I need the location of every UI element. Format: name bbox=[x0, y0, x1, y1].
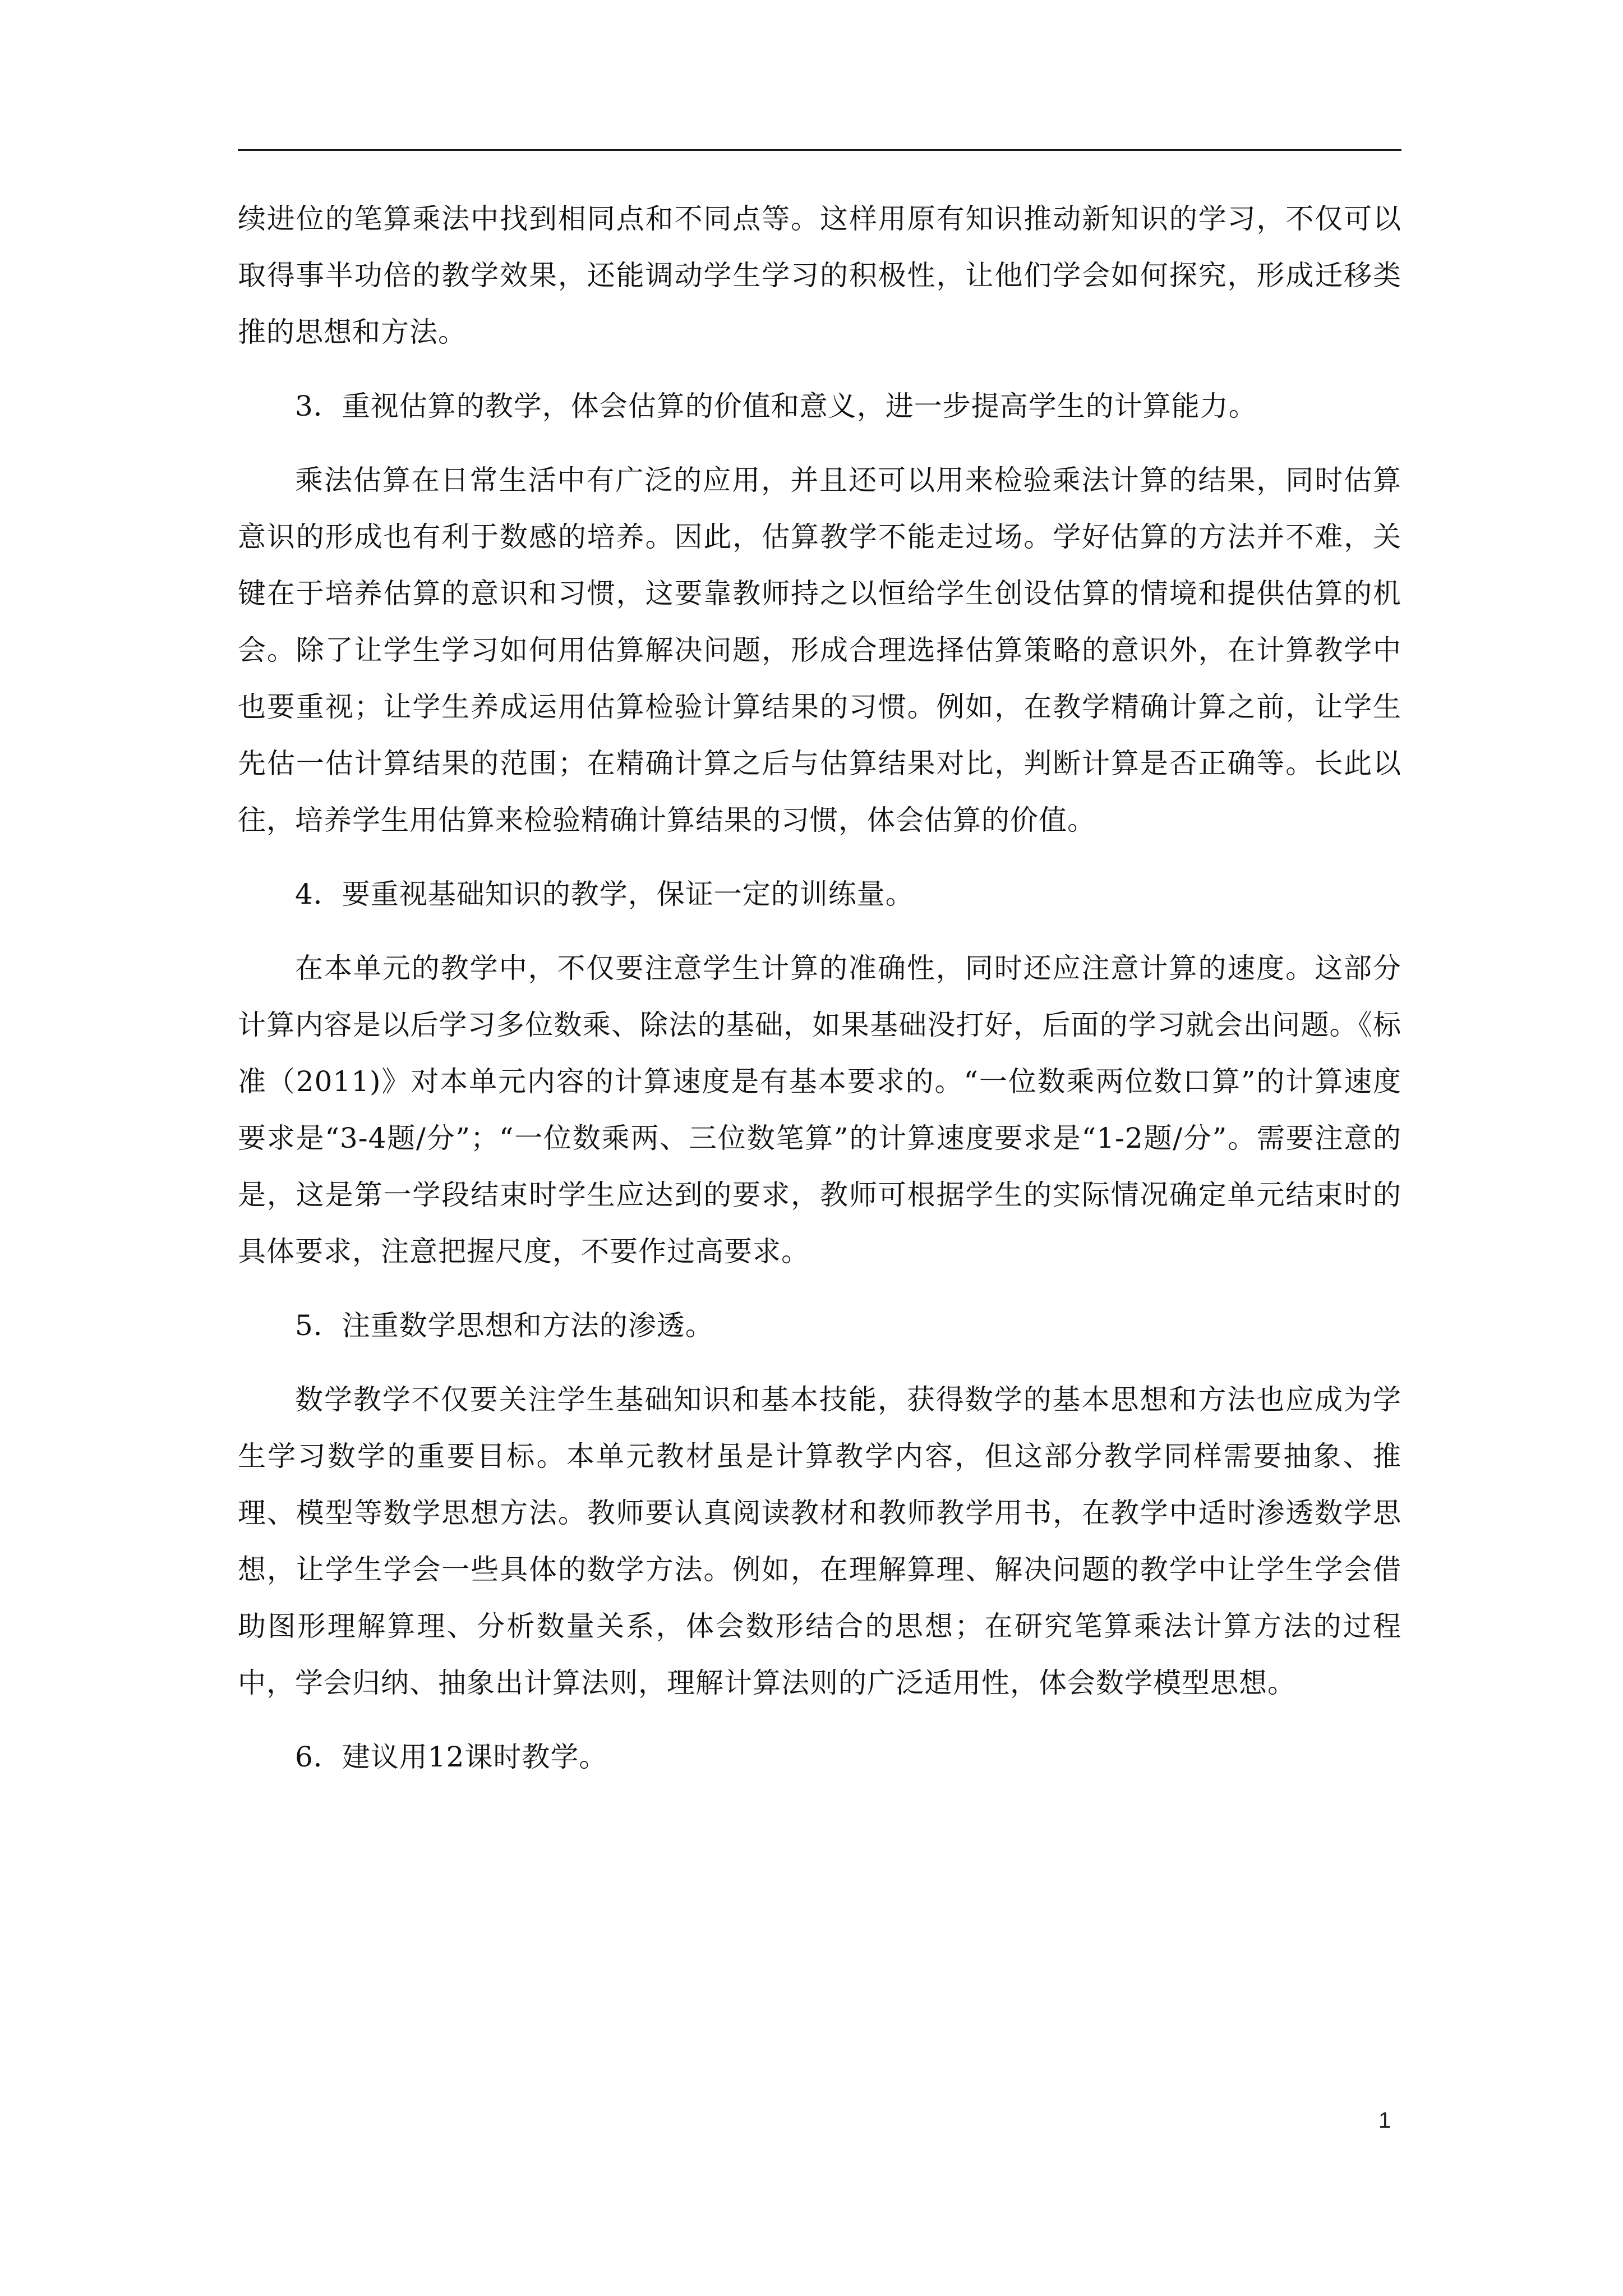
section-heading-3: 3．重视估算的教学，体会估算的价值和意义，进一步提高学生的计算能力。 bbox=[295, 390, 1257, 422]
header-rule bbox=[238, 149, 1401, 151]
paragraph-basic-knowledge: 在本单元的教学中，不仅要注意学生计算的准确性，同时还应注意计算的速度。这部分计算内容是以后学习多位数乘、除法的基础，如果基础没打好，后面的学习就会出问题。《标准（2011)》对本单元内容的计算速度是有基本要求的。“一位数乘两位数口算”的计算速度要求是“3-4题/分”；“一位数乘两、三位数笔算”的计算速度要求是“1-2题/分”。需要注意的是，这是第一学段结束时学生应达到的要求，教师可根据学生的实际情况确定单元结束时的具体要求，注意把握尺度，不要作过高要求。 bbox=[238, 952, 1401, 1268]
paragraph-math-thinking: 数学教学不仅要关注学生基础知识和基本技能，获得数学的基本思想和方法也应成为学生学习数学的重要目标。本单元教材虽是计算教学内容，但这部分教学同样需要抽象、推理、模型等数学思想方法。教师要认真阅读教材和教师教学用书，在教学中适时渗透数学思想，让学生学会一些具体的数学方法。例如，在理解算理、解决问题的教学中让学生学会借助图形理解算理、分析数量关系，体会数形结合的思想；在研究笔算乘法计算方法的过程中，学会归纳、抽象出计算法则，理解计算法则的广泛适用性，体会数学模型思想。 bbox=[238, 1383, 1401, 1699]
paragraph-estimation: 乘法估算在日常生活中有广泛的应用，并且还可以用来检验乘法计算的结果，同时估算意识的形成也有利于数感的培养。因此，估算教学不能走过场。学好估算的方法并不难，关键在于培养估算的意识和习惯，这要靠教师持之以恒给学生创设估算的情境和提供估算的机会。除了让学生学习如何用估算解决问题，形成合理选择估算策略的意识外，在计算教学中也要重视；让学生养成运用估算检验计算结果的习惯。例如，在教学精确计算之前，让学生先估一估计算结果的范围；在精确计算之后与估算结果对比，判断计算是否正确等。长此以往，培养学生用估算来检验精确计算结果的习惯，体会估算的价值。 bbox=[238, 464, 1401, 836]
section-heading-5: 5．注重数学思想和方法的渗透。 bbox=[295, 1309, 714, 1342]
document-body bbox=[238, 191, 1401, 1803]
paragraph-continuation: 续进位的笔算乘法中找到相同点和不同点等。这样用原有知识推动新知识的学习，不仅可以取得事半功倍的教学效果，还能调动学生学习的积极性，让他们学会如何探究，形成迁移类推的思想和方法。 bbox=[238, 203, 1401, 348]
page-number: 1 bbox=[1378, 2108, 1391, 2133]
section-heading-6: 6．建议用12课时教学。 bbox=[295, 1741, 608, 1773]
section-heading-4: 4．要重视基础知识的教学，保证一定的训练量。 bbox=[295, 878, 914, 910]
